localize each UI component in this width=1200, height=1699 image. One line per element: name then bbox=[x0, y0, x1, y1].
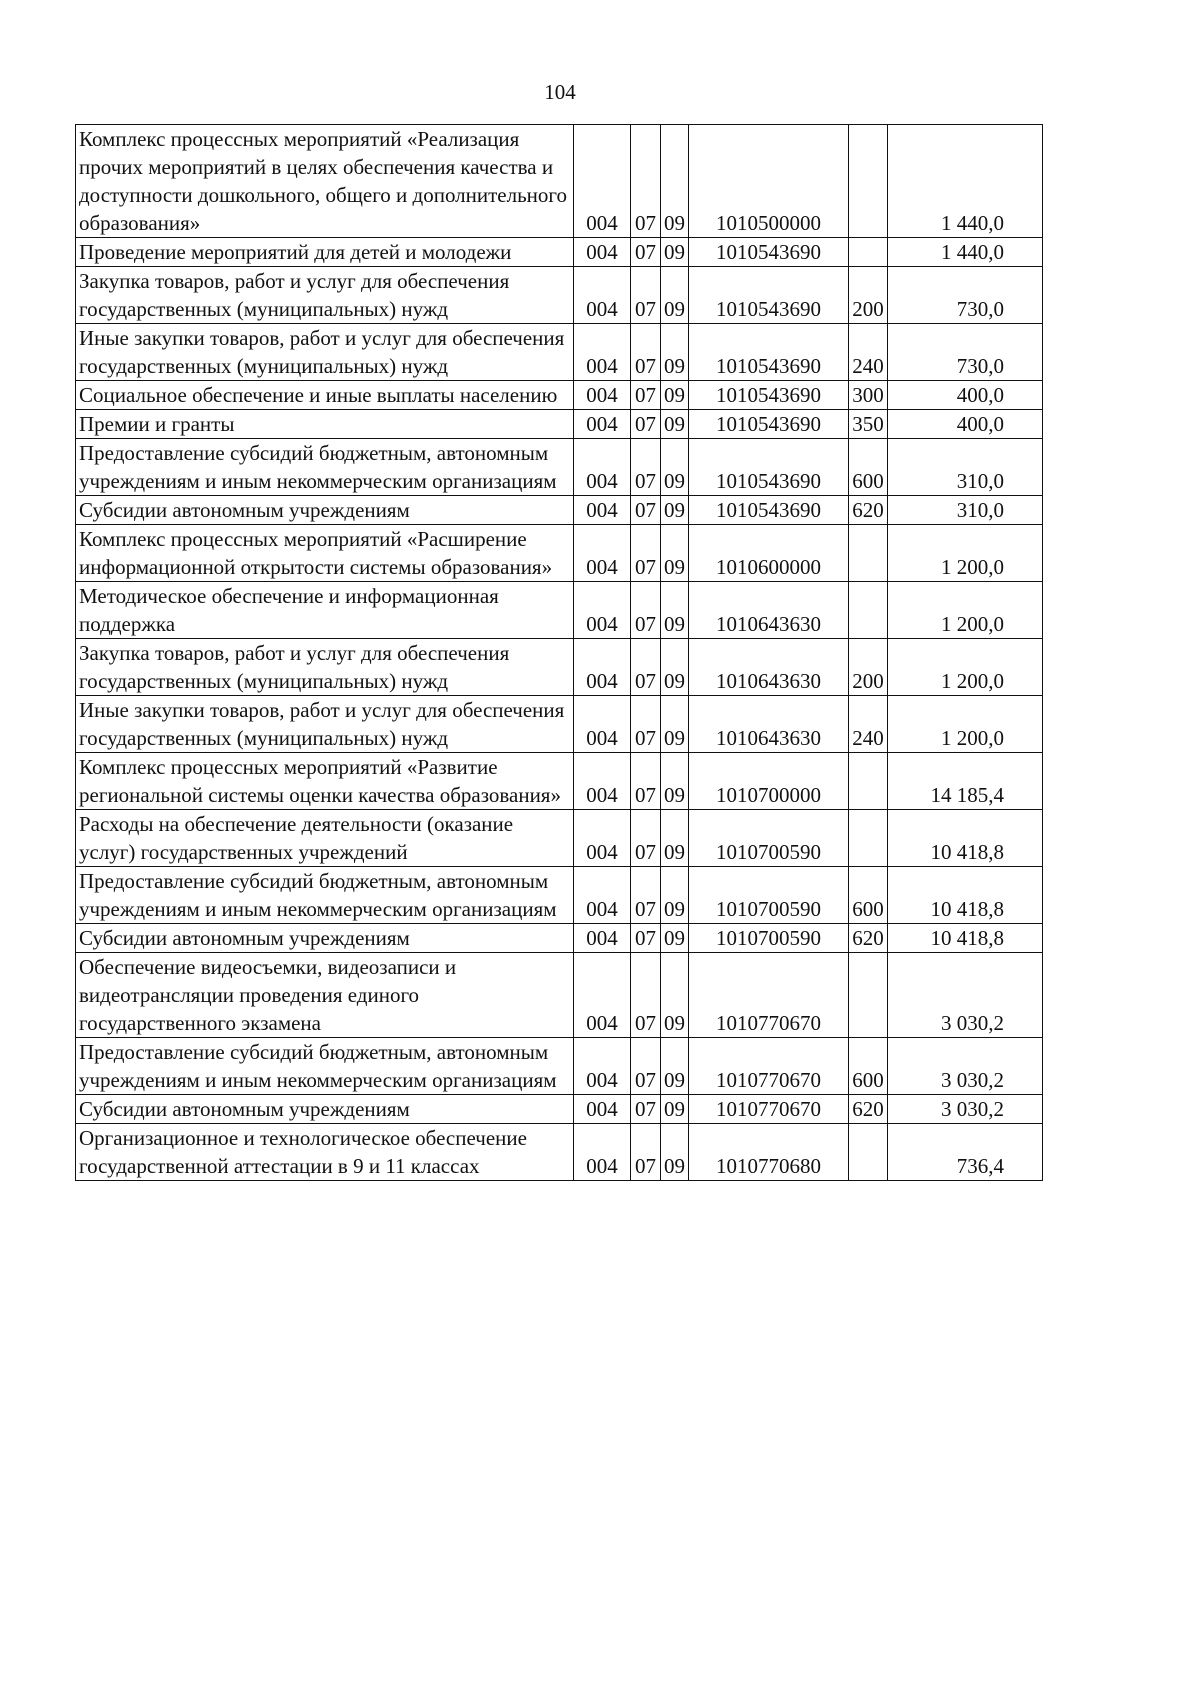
section-code: 07 bbox=[631, 1124, 661, 1181]
row-name: Предоставление субсидий бюджетным, автономным учреждениям и иным некоммерческим организациям bbox=[76, 1038, 574, 1095]
amount: 14 185,4 bbox=[888, 753, 1043, 810]
subsection-code: 09 bbox=[661, 753, 689, 810]
row-name: Расходы на обеспечение деятельности (оказание услуг) государственных учреждений bbox=[76, 810, 574, 867]
subsection-code: 09 bbox=[661, 696, 689, 753]
subsection-code: 09 bbox=[661, 582, 689, 639]
row-name: Закупка товаров, работ и услуг для обеспечения государственных (муниципальных) нужд bbox=[76, 267, 574, 324]
target-article-code: 1010700590 bbox=[689, 810, 849, 867]
table-row bbox=[76, 410, 1043, 439]
expense-type-code bbox=[849, 525, 888, 582]
table-row bbox=[76, 867, 1043, 924]
row-name: Комплекс процессных мероприятий «Развитие региональной системы оценки качества образования» bbox=[76, 753, 574, 810]
table-row bbox=[76, 753, 1043, 810]
section-code: 07 bbox=[631, 125, 661, 238]
section-code: 07 bbox=[631, 953, 661, 1038]
subsection-code: 09 bbox=[661, 867, 689, 924]
target-article-code: 1010700000 bbox=[689, 753, 849, 810]
amount: 400,0 bbox=[888, 381, 1043, 410]
expense-type-code bbox=[849, 582, 888, 639]
target-article-code: 1010700590 bbox=[689, 867, 849, 924]
table-row bbox=[76, 125, 1043, 238]
row-name: Иные закупки товаров, работ и услуг для обеспечения государственных (муниципальных) нужд bbox=[76, 696, 574, 753]
ministry-code: 004 bbox=[574, 1038, 631, 1095]
subsection-code: 09 bbox=[661, 496, 689, 525]
expense-type-code bbox=[849, 1124, 888, 1181]
target-article-code: 1010543690 bbox=[689, 324, 849, 381]
ministry-code: 004 bbox=[574, 696, 631, 753]
amount: 3 030,2 bbox=[888, 953, 1043, 1038]
subsection-code: 09 bbox=[661, 810, 689, 867]
amount: 1 200,0 bbox=[888, 696, 1043, 753]
subsection-code: 09 bbox=[661, 953, 689, 1038]
section-code: 07 bbox=[631, 1095, 661, 1124]
target-article-code: 1010543690 bbox=[689, 267, 849, 324]
row-name: Организационное и технологическое обеспечение государственной аттестации в 9 и 11 классах bbox=[76, 1124, 574, 1181]
expense-type-code bbox=[849, 125, 888, 238]
row-name: Предоставление субсидий бюджетным, автономным учреждениям и иным некоммерческим организациям bbox=[76, 439, 574, 496]
amount: 3 030,2 bbox=[888, 1038, 1043, 1095]
target-article-code: 1010643630 bbox=[689, 582, 849, 639]
table-row bbox=[76, 381, 1043, 410]
row-name: Закупка товаров, работ и услуг для обеспечения государственных (муниципальных) нужд bbox=[76, 639, 574, 696]
section-code: 07 bbox=[631, 924, 661, 953]
target-article-code: 1010543690 bbox=[689, 410, 849, 439]
amount: 1 440,0 bbox=[888, 125, 1043, 238]
row-name: Проведение мероприятий для детей и молодежи bbox=[76, 238, 574, 267]
ministry-code: 004 bbox=[574, 810, 631, 867]
section-code: 07 bbox=[631, 753, 661, 810]
subsection-code: 09 bbox=[661, 439, 689, 496]
subsection-code: 09 bbox=[661, 381, 689, 410]
expense-type-code: 200 bbox=[849, 639, 888, 696]
expense-type-code: 620 bbox=[849, 924, 888, 953]
section-code: 07 bbox=[631, 1038, 661, 1095]
subsection-code: 09 bbox=[661, 1124, 689, 1181]
row-name: Премии и гранты bbox=[76, 410, 574, 439]
expense-type-code bbox=[849, 810, 888, 867]
amount: 10 418,8 bbox=[888, 867, 1043, 924]
section-code: 07 bbox=[631, 639, 661, 696]
expense-type-code bbox=[849, 238, 888, 267]
amount: 400,0 bbox=[888, 410, 1043, 439]
ministry-code: 004 bbox=[574, 1095, 631, 1124]
expense-type-code bbox=[849, 953, 888, 1038]
section-code: 07 bbox=[631, 582, 661, 639]
table-row bbox=[76, 639, 1043, 696]
page-number: 104 bbox=[544, 80, 576, 104]
amount: 1 200,0 bbox=[888, 525, 1043, 582]
ministry-code: 004 bbox=[574, 953, 631, 1038]
row-name: Комплекс процессных мероприятий «Реализация прочих мероприятий в целях обеспечения качества и доступности дошкольного, общего и дополнительного образования» bbox=[76, 125, 574, 238]
table-row bbox=[76, 525, 1043, 582]
row-name: Обеспечение видеосъемки, видеозаписи и видеотрансляции проведения единого государственного экзамена bbox=[76, 953, 574, 1038]
ministry-code: 004 bbox=[574, 924, 631, 953]
row-name: Субсидии автономным учреждениям bbox=[76, 924, 574, 953]
table-row bbox=[76, 267, 1043, 324]
amount: 10 418,8 bbox=[888, 810, 1043, 867]
row-name: Методическое обеспечение и информационная поддержка bbox=[76, 582, 574, 639]
target-article-code: 1010770670 bbox=[689, 1095, 849, 1124]
subsection-code: 09 bbox=[661, 125, 689, 238]
target-article-code: 1010500000 bbox=[689, 125, 849, 238]
ministry-code: 004 bbox=[574, 238, 631, 267]
table-row bbox=[76, 810, 1043, 867]
ministry-code: 004 bbox=[574, 867, 631, 924]
target-article-code: 1010643630 bbox=[689, 696, 849, 753]
table-row bbox=[76, 238, 1043, 267]
subsection-code: 09 bbox=[661, 1095, 689, 1124]
expense-type-code: 200 bbox=[849, 267, 888, 324]
ministry-code: 004 bbox=[574, 1124, 631, 1181]
subsection-code: 09 bbox=[661, 639, 689, 696]
table-row bbox=[76, 953, 1043, 1038]
expense-type-code: 600 bbox=[849, 439, 888, 496]
ministry-code: 004 bbox=[574, 639, 631, 696]
amount: 310,0 bbox=[888, 496, 1043, 525]
target-article-code: 1010600000 bbox=[689, 525, 849, 582]
ministry-code: 004 bbox=[574, 496, 631, 525]
ministry-code: 004 bbox=[574, 410, 631, 439]
table-row bbox=[76, 496, 1043, 525]
expense-type-code: 600 bbox=[849, 867, 888, 924]
ministry-code: 004 bbox=[574, 324, 631, 381]
table-row bbox=[76, 1038, 1043, 1095]
subsection-code: 09 bbox=[661, 267, 689, 324]
target-article-code: 1010543690 bbox=[689, 439, 849, 496]
amount: 3 030,2 bbox=[888, 1095, 1043, 1124]
amount: 730,0 bbox=[888, 324, 1043, 381]
table-row bbox=[76, 439, 1043, 496]
target-article-code: 1010543690 bbox=[689, 238, 849, 267]
section-code: 07 bbox=[631, 525, 661, 582]
subsection-code: 09 bbox=[661, 1038, 689, 1095]
expense-type-code bbox=[849, 753, 888, 810]
expense-type-code: 620 bbox=[849, 496, 888, 525]
section-code: 07 bbox=[631, 439, 661, 496]
row-name: Предоставление субсидий бюджетным, автономным учреждениям и иным некоммерческим организациям bbox=[76, 867, 574, 924]
amount: 736,4 bbox=[888, 1124, 1043, 1181]
budget-table bbox=[75, 124, 1043, 1181]
target-article-code: 1010700590 bbox=[689, 924, 849, 953]
table-row bbox=[76, 924, 1043, 953]
ministry-code: 004 bbox=[574, 125, 631, 238]
section-code: 07 bbox=[631, 696, 661, 753]
ministry-code: 004 bbox=[574, 381, 631, 410]
amount: 730,0 bbox=[888, 267, 1043, 324]
expense-type-code: 240 bbox=[849, 324, 888, 381]
expense-type-code: 600 bbox=[849, 1038, 888, 1095]
table-row bbox=[76, 1095, 1043, 1124]
subsection-code: 09 bbox=[661, 924, 689, 953]
target-article-code: 1010643630 bbox=[689, 639, 849, 696]
section-code: 07 bbox=[631, 410, 661, 439]
expense-type-code: 240 bbox=[849, 696, 888, 753]
expense-type-code: 620 bbox=[849, 1095, 888, 1124]
expense-type-code: 300 bbox=[849, 381, 888, 410]
table-row bbox=[76, 582, 1043, 639]
target-article-code: 1010543690 bbox=[689, 381, 849, 410]
subsection-code: 09 bbox=[661, 525, 689, 582]
target-article-code: 1010770670 bbox=[689, 1038, 849, 1095]
amount: 1 440,0 bbox=[888, 238, 1043, 267]
row-name: Субсидии автономным учреждениям bbox=[76, 496, 574, 525]
ministry-code: 004 bbox=[574, 439, 631, 496]
section-code: 07 bbox=[631, 381, 661, 410]
subsection-code: 09 bbox=[661, 410, 689, 439]
ministry-code: 004 bbox=[574, 582, 631, 639]
target-article-code: 1010543690 bbox=[689, 496, 849, 525]
subsection-code: 09 bbox=[661, 238, 689, 267]
ministry-code: 004 bbox=[574, 525, 631, 582]
target-article-code: 1010770670 bbox=[689, 953, 849, 1038]
amount: 10 418,8 bbox=[888, 924, 1043, 953]
row-name: Субсидии автономным учреждениям bbox=[76, 1095, 574, 1124]
ministry-code: 004 bbox=[574, 267, 631, 324]
row-name: Комплекс процессных мероприятий «Расширение информационной открытости системы образования» bbox=[76, 525, 574, 582]
table-row bbox=[76, 696, 1043, 753]
amount: 1 200,0 bbox=[888, 639, 1043, 696]
target-article-code: 1010770680 bbox=[689, 1124, 849, 1181]
subsection-code: 09 bbox=[661, 324, 689, 381]
section-code: 07 bbox=[631, 810, 661, 867]
section-code: 07 bbox=[631, 324, 661, 381]
section-code: 07 bbox=[631, 238, 661, 267]
table-row bbox=[76, 324, 1043, 381]
section-code: 07 bbox=[631, 496, 661, 525]
table-row bbox=[76, 1124, 1043, 1181]
amount: 310,0 bbox=[888, 439, 1043, 496]
row-name: Иные закупки товаров, работ и услуг для обеспечения государственных (муниципальных) нужд bbox=[76, 324, 574, 381]
ministry-code: 004 bbox=[574, 753, 631, 810]
section-code: 07 bbox=[631, 867, 661, 924]
expense-type-code: 350 bbox=[849, 410, 888, 439]
section-code: 07 bbox=[631, 267, 661, 324]
row-name: Социальное обеспечение и иные выплаты населению bbox=[76, 381, 574, 410]
amount: 1 200,0 bbox=[888, 582, 1043, 639]
